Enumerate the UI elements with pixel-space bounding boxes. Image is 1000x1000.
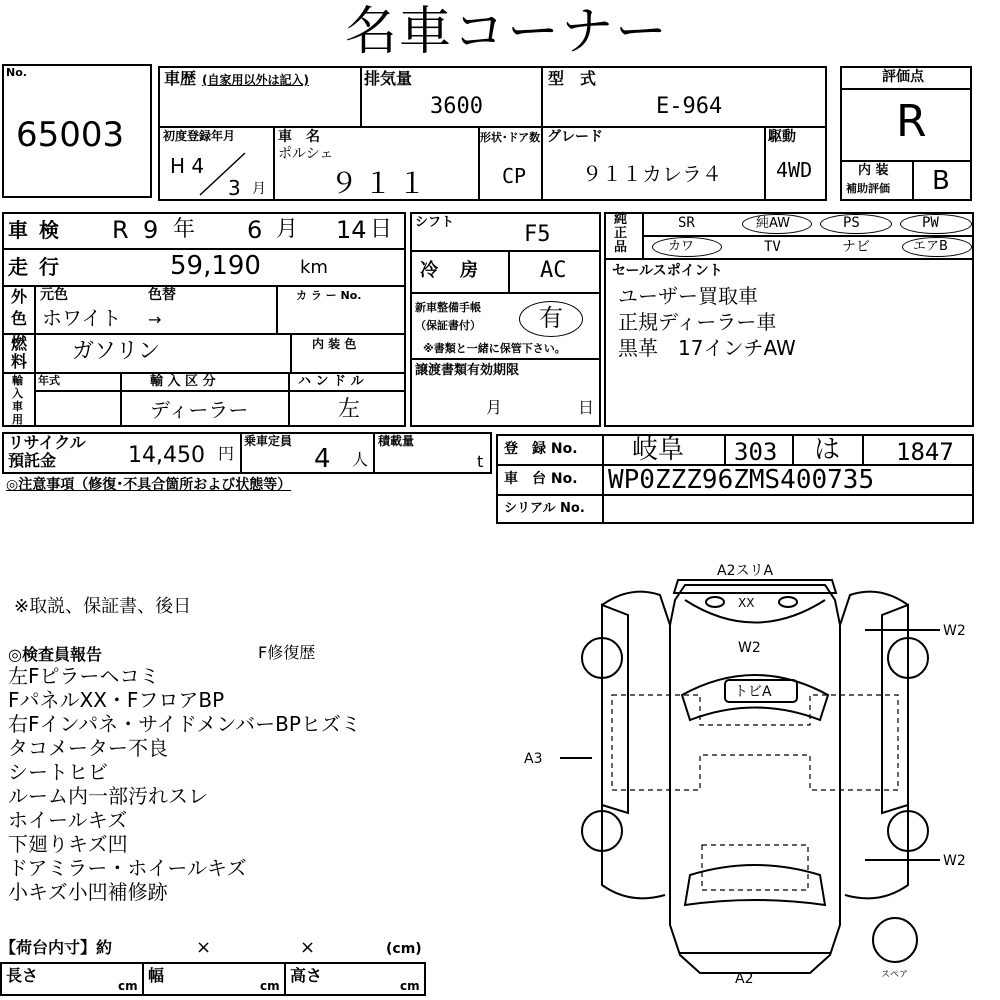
interior-label-1: 内 装 bbox=[858, 163, 889, 178]
equip-sr: SR bbox=[678, 215, 695, 231]
cabin-dashed-outline bbox=[612, 695, 898, 790]
maintenance-value: 有 bbox=[539, 304, 563, 332]
cargo-height-unit: cm bbox=[400, 979, 420, 993]
first-reg-month-unit: 月 bbox=[252, 181, 266, 197]
fuel-side-2: 料 bbox=[11, 352, 28, 371]
car-diagram bbox=[520, 555, 990, 985]
grade-value: ９１１カレラ４ bbox=[582, 162, 722, 186]
diagram-w2-right-top: W2 bbox=[943, 623, 966, 639]
color-arrow: → bbox=[148, 310, 162, 329]
inspection-label: 車 検 bbox=[8, 218, 61, 242]
maintenance-note: ※書類と一緒に保管下さい。 bbox=[423, 342, 566, 355]
spare-tire bbox=[873, 918, 917, 962]
fuel-value: ガソリン bbox=[72, 339, 161, 364]
import-year-label: 年式 bbox=[38, 374, 60, 387]
equip-ps: PS bbox=[843, 215, 860, 231]
model-label: 型 式 bbox=[548, 69, 597, 88]
color-value: ホワイト bbox=[42, 306, 122, 330]
interior-color-label: 内 装 色 bbox=[312, 337, 357, 351]
mileage-value: 59,190 bbox=[170, 251, 261, 281]
inspector-line-9: ドアミラー・ホイールキズ bbox=[8, 856, 247, 880]
sales-point-1: ユーザー買取車 bbox=[618, 284, 758, 308]
shift-label: シフト bbox=[415, 215, 455, 230]
cargo-length-label: 長さ bbox=[6, 966, 39, 985]
inspector-line-8: 下廻りキズ凹 bbox=[8, 832, 128, 856]
diagram-a3: A3 bbox=[524, 751, 543, 767]
import-type-label: 輸 入 区 分 bbox=[150, 374, 216, 389]
handle-label: ハ ン ド ル bbox=[298, 374, 364, 389]
xx-mark-left bbox=[706, 597, 724, 607]
body-shape-label: 形状･ドア数 bbox=[480, 131, 541, 144]
rating-value: R bbox=[896, 96, 927, 147]
drive-label: 駆動 bbox=[768, 129, 796, 145]
shift-value: F5 bbox=[524, 222, 551, 247]
equip-pw: PW bbox=[922, 215, 939, 231]
displacement-label: 排気量 bbox=[364, 69, 413, 88]
cargo-height-label: 高さ bbox=[290, 966, 323, 985]
first-reg-month: 3 bbox=[228, 176, 241, 200]
history-label: 車歴 bbox=[164, 69, 197, 88]
caution-heading: ◎注意事項（修復･不具合箇所および状態等） bbox=[6, 477, 292, 493]
equip-kawa: カワ bbox=[668, 239, 695, 254]
lot-number: 65003 bbox=[16, 115, 125, 155]
ac-value: AC bbox=[540, 258, 567, 283]
inspector-line-6: ルーム内一部汚れスレ bbox=[8, 784, 208, 808]
front-bumper bbox=[674, 580, 836, 593]
transfer-docs-label: 譲渡書類有効期限 bbox=[415, 363, 520, 378]
body-shape-value: CP bbox=[502, 164, 527, 188]
capacity-unit: 人 bbox=[352, 450, 369, 469]
notes-line: ※取説、保証書、後日 bbox=[14, 596, 192, 617]
cargo-heading: 【荷台内寸】約 bbox=[0, 938, 113, 957]
import-type-value: ディーラー bbox=[150, 398, 249, 422]
rear-window-outline bbox=[685, 865, 825, 905]
mileage-unit: km bbox=[300, 257, 328, 278]
handle-value: 左 bbox=[338, 397, 361, 422]
rating-label: 評価点 bbox=[882, 69, 924, 85]
equipment-side-2: 正 bbox=[614, 226, 628, 241]
equip-airbag: エアB bbox=[913, 239, 948, 254]
inspection-year: 9 bbox=[143, 216, 159, 244]
inspection-day: 14 bbox=[336, 216, 367, 244]
fuel-side-1: 燃 bbox=[11, 334, 28, 353]
recycle-label-2: 預託金 bbox=[8, 451, 57, 470]
recycle-label-1: リサイクル bbox=[8, 433, 86, 452]
displacement-value: 3600 bbox=[430, 94, 483, 119]
equip-tv: TV bbox=[764, 239, 781, 255]
serial-label: シリアル No. bbox=[504, 501, 585, 516]
inspector-line-5: シートヒビ bbox=[8, 760, 108, 784]
interior-value: B bbox=[932, 166, 950, 196]
cargo-x-2: × bbox=[300, 937, 316, 958]
transfer-docs-day: 日 bbox=[578, 398, 595, 417]
chassis-value: WP0ZZZ96ZMS400735 bbox=[608, 465, 875, 495]
equipment-side-1: 純 bbox=[614, 212, 628, 227]
registration-kana: は bbox=[814, 435, 841, 465]
diagram-spare: スペア bbox=[881, 970, 909, 980]
inspector-line-1: 左Fピラーヘコミ bbox=[8, 664, 160, 688]
mileage-label: 走 行 bbox=[8, 255, 61, 279]
orig-color-label: 元色 bbox=[40, 287, 68, 303]
color-code-label: カ ラ ー No. bbox=[296, 289, 362, 302]
registration-class-no: 303 bbox=[734, 438, 778, 466]
recycle-value: 14,450 bbox=[128, 443, 205, 468]
drive-value: 4WD bbox=[776, 158, 813, 182]
inspection-day-unit: 日 bbox=[370, 217, 393, 242]
sales-point-2: 正規ディーラー車 bbox=[618, 310, 777, 334]
import-side-1: 輸 bbox=[12, 374, 23, 387]
model-value: E-964 bbox=[656, 94, 723, 119]
inspection-month-unit: 月 bbox=[276, 217, 299, 242]
cargo-table bbox=[0, 962, 426, 996]
page-title: 名車コーナー bbox=[345, 2, 670, 62]
inspector-line-2: FパネルXX・FフロアBP bbox=[8, 688, 225, 712]
right-front-door bbox=[882, 605, 908, 813]
registration-label: 登 録 No. bbox=[504, 441, 578, 457]
xx-mark-right bbox=[779, 597, 797, 607]
transfer-docs-month: 月 bbox=[486, 398, 503, 417]
inspection-year-unit: 年 bbox=[173, 217, 196, 242]
inspector-heading: ◎検査員報告 bbox=[8, 645, 102, 664]
right-rear-door bbox=[845, 805, 908, 898]
import-side-2: 入 bbox=[12, 387, 23, 400]
maintenance-label-1: 新車整備手帳 bbox=[415, 301, 481, 314]
equipment-side-3: 品 bbox=[614, 240, 628, 255]
inspector-line-4: タコメーター不良 bbox=[8, 736, 168, 760]
car-name: ９１１ bbox=[330, 167, 433, 200]
maintenance-label-2: （保証書付） bbox=[415, 319, 481, 332]
inspector-line-3: 右Fインパネ・サイドメンバーBPヒズミ bbox=[8, 712, 361, 736]
first-reg-era-year: H 4 bbox=[170, 154, 205, 178]
repair-history: F修復歴 bbox=[258, 643, 316, 662]
cargo-length-unit: cm bbox=[118, 979, 138, 993]
car-name-label: 車 名 bbox=[278, 129, 320, 145]
diagram-a2-suri-a: A2スリA bbox=[717, 563, 774, 579]
cargo-x-1: × bbox=[196, 937, 212, 958]
left-rear-door bbox=[602, 805, 665, 898]
recycle-unit: 円 bbox=[218, 444, 235, 463]
car-maker: ポルシェ bbox=[278, 146, 334, 162]
import-side-3: 車 bbox=[12, 400, 23, 413]
history-note: (自家用以外は記入) bbox=[202, 73, 309, 87]
inspector-line-7: ホイールキズ bbox=[8, 808, 128, 832]
cargo-width-label: 幅 bbox=[148, 966, 165, 985]
inspection-era: R bbox=[112, 216, 129, 244]
chassis-label: 車 台 No. bbox=[504, 471, 578, 487]
capacity-value: 4 bbox=[314, 444, 331, 474]
import-side-4: 用 bbox=[12, 413, 23, 426]
diagram-w2-right-bottom: W2 bbox=[943, 853, 966, 869]
inspection-month: 6 bbox=[247, 216, 263, 244]
sales-points-label: セールスポイント bbox=[612, 263, 723, 279]
date-slash-icon bbox=[195, 150, 250, 198]
registration-number: 1847 bbox=[896, 438, 954, 466]
capacity-label: 乗車定員 bbox=[244, 434, 293, 448]
color-side-1: 外 bbox=[11, 287, 28, 306]
lot-no-label: No. bbox=[6, 66, 27, 79]
registration-region: 岐阜 bbox=[632, 435, 685, 465]
change-color-label: 色替 bbox=[148, 287, 176, 303]
cargo-width-unit: cm bbox=[260, 979, 280, 993]
first-reg-label: 初度登録年月 bbox=[163, 129, 236, 143]
diagram-w2-top: W2 bbox=[738, 640, 761, 656]
load-label: 積載量 bbox=[378, 434, 415, 448]
sales-point-3: 黒革 17インチAW bbox=[618, 336, 796, 360]
grade-label: グレード bbox=[547, 129, 603, 145]
diagram-tobi-a: トビA bbox=[734, 684, 772, 700]
diagram-xx: XX bbox=[738, 596, 755, 610]
load-unit: t bbox=[477, 452, 484, 471]
left-front-door bbox=[602, 605, 628, 813]
cargo-unit-heading: (cm) bbox=[386, 941, 422, 957]
inspector-line-10: 小キズ小凹補修跡 bbox=[8, 880, 168, 904]
diagram-a2-bottom: A2 bbox=[735, 971, 754, 985]
interior-label-2: 補助評価 bbox=[846, 182, 890, 195]
equip-aw: 純AW bbox=[756, 216, 791, 231]
ac-label: 冷 房 bbox=[420, 260, 480, 281]
color-side-2: 色 bbox=[11, 309, 28, 328]
equip-navi: ナビ bbox=[842, 239, 870, 255]
